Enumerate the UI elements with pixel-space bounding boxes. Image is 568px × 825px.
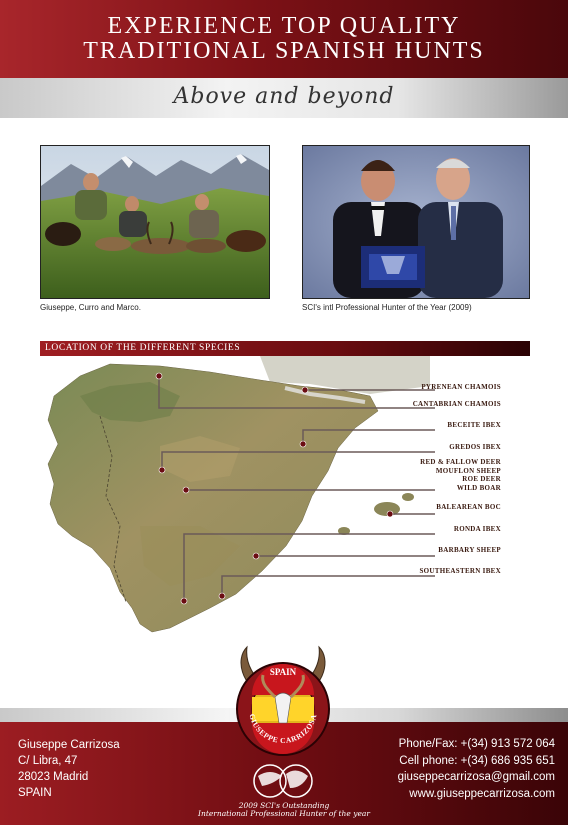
species-label-beceite-ibex: BECEITE IBEX [447, 421, 501, 429]
contact-block [398, 736, 555, 802]
tagline: Above and beyond [173, 84, 395, 109]
species-label-gredos-ibex: GREDOS IBEX [449, 443, 501, 451]
award-photo [302, 145, 530, 299]
species-label-pyrenean-chamois: PYRENEAN CHAMOIS [421, 383, 501, 391]
headline-line-2: TRADITIONAL SPANISH HUNTS [83, 38, 485, 64]
address-city: 28023 Madrid [18, 771, 89, 783]
species-label-balearean-boc: BALEAREAN BOC [436, 503, 501, 511]
address-street: C/ Libra, 47 [18, 755, 78, 767]
cell-phone: Cell phone: +(34) 686 935 651 [399, 754, 555, 767]
species-label-southeastern-ibex: SOUTHEASTERN IBEX [419, 567, 501, 575]
headline-line-1: EXPERIENCE TOP QUALITY [107, 13, 461, 39]
award-text [195, 802, 373, 818]
photo-caption-2: SCI's intl Professional Hunter of the Year (2009) [302, 303, 472, 312]
address-country: SPAIN [18, 787, 52, 799]
species-label-barbary-sheep: BARBARY SHEEP [438, 546, 501, 554]
sci-award-logo [246, 762, 320, 800]
hunters-photo [40, 145, 270, 299]
species-label-ronda-ibex: RONDA IBEX [453, 525, 501, 533]
emblem-spain-text: SPAIN [269, 667, 297, 677]
emblem-ring-text: GIUSEPPE CARRIZOSA [247, 712, 319, 746]
species-label-deer-group: RED & FALLOW DEER MOUFLON SHEEP ROE DEER WILD BOAR [420, 458, 501, 492]
address-block [18, 737, 120, 801]
spain-map [40, 356, 530, 641]
species-section-title: LOCATION OF THE DIFFERENT SPECIES [45, 343, 241, 353]
photo-caption-1: Giuseppe, Curro and Marco. [40, 303, 141, 312]
website-link[interactable]: www.giuseppecarrizosa.com [409, 787, 555, 800]
spain-hunter-emblem [227, 645, 339, 757]
address-name: Giuseppe Carrizosa [18, 739, 120, 751]
species-label-cantabrian-chamois: CANTABRIAN CHAMOIS [412, 400, 501, 408]
award-line-2: International Professional Hunter of the year [198, 809, 370, 818]
phone-fax: Phone/Fax: +(34) 913 572 064 [398, 738, 555, 750]
email-link[interactable]: giuseppecarrizosa@gmail.com [397, 771, 555, 783]
award-line-1: 2009 SCI's Outstanding [238, 801, 330, 810]
